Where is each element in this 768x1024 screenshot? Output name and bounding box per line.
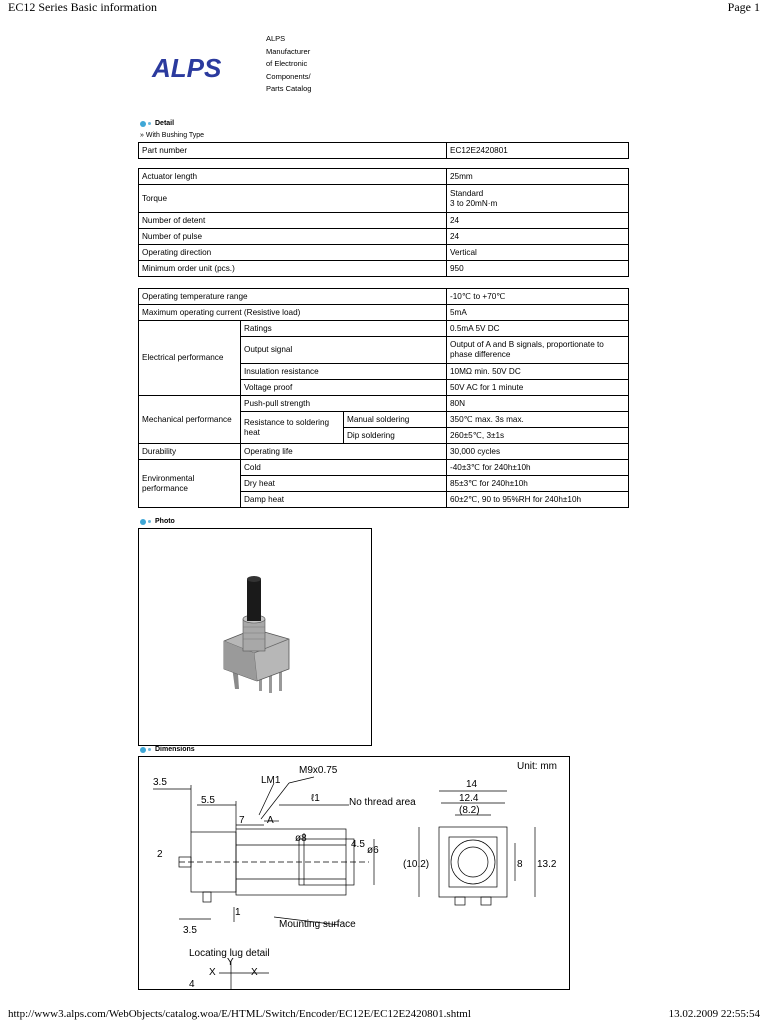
section-photo-label: Photo <box>155 518 175 525</box>
dim-label: 5.5 <box>201 795 215 806</box>
spec-label: Push-pull strength <box>241 396 447 412</box>
spec-value: 30,000 cycles <box>447 444 629 460</box>
dim-label: A <box>267 815 274 826</box>
spec-value: 60±2℃, 90 to 95%RH for 240h±10h <box>447 492 629 508</box>
spec-value: 5mA <box>447 305 629 321</box>
section-dimensions-label: Dimensions <box>155 746 195 753</box>
spec-value: 0.5mA 5V DC <box>447 321 629 337</box>
spec-value: Vertical <box>447 245 629 261</box>
spec-label: Actuator length <box>139 169 447 185</box>
logo-line: of Electronic <box>266 59 308 68</box>
logo-line: ALPS <box>266 34 286 43</box>
spec-value: 85±3℃ for 240h±10h <box>447 476 629 492</box>
spec-label: Operating temperature range <box>139 289 447 305</box>
group-label-environmental: Environmental performance <box>139 460 241 508</box>
dim-label: (10.2) <box>403 859 430 870</box>
product-photo <box>138 528 372 746</box>
spec-value <box>447 185 629 213</box>
spec-value: 10MΩ min. 50V DC <box>447 364 629 380</box>
spec-label: Number of pulse <box>139 229 447 245</box>
dim-label: Locating lug detail <box>189 948 270 959</box>
dim-label: 2 <box>157 849 163 860</box>
print-footer-timestamp: 13.02.2009 22:55:54 <box>668 1008 760 1020</box>
dim-label: X <box>251 967 258 978</box>
spec-label: Torque <box>139 185 447 213</box>
dimensions-drawing <box>138 756 570 990</box>
spec-label: Minimum order unit (pcs.) <box>139 261 447 277</box>
spec-label: Operating life <box>241 444 447 460</box>
bullet-icon <box>140 747 146 753</box>
logo-line: Components/ <box>266 71 311 81</box>
group-label-mechanical: Mechanical performance <box>139 396 241 444</box>
section-detail-label: Detail <box>155 120 175 127</box>
spec-label: Ratings <box>241 321 447 337</box>
spec-sublabel: Manual soldering <box>344 412 447 428</box>
spec-value: 24 <box>447 229 629 245</box>
spec-value: 25mm <box>447 169 629 185</box>
spec-value: 350℃ max. 3s max. <box>447 412 629 428</box>
bushing-type-label: With Bushing Type <box>145 132 205 139</box>
torque-range: 3 to 20mN·m <box>450 198 498 208</box>
unit-label: Unit: mm <box>517 761 557 772</box>
dim-label: Mounting surface <box>279 919 356 930</box>
spec-value: 24 <box>447 213 629 229</box>
logo-line: Manufacturer <box>266 46 311 56</box>
section-detail-heading <box>140 120 174 127</box>
dim-label: M9x0.75 <box>299 765 338 776</box>
print-header-title: EC12 Series Basic information <box>8 0 157 14</box>
bullet-icon <box>140 121 146 127</box>
section-dimensions-heading <box>140 746 195 753</box>
dim-label: 12.4 <box>459 793 479 804</box>
dim-label: ø6 <box>367 845 379 856</box>
spec-label: Number of detent <box>139 213 447 229</box>
bullet-small-icon <box>148 520 151 523</box>
performance-table <box>138 288 629 508</box>
spec-label: Damp heat <box>241 492 447 508</box>
dimension-drawing-svg <box>139 757 569 989</box>
encoder-photo-illustration <box>139 529 371 745</box>
spec-value: Output of A and B signals, proportionate to phase difference <box>447 337 629 364</box>
dim-label: 13.2 <box>537 859 557 870</box>
spec-value: 50V AC for 1 minute <box>447 380 629 396</box>
arrow-icon: » <box>140 132 146 139</box>
dim-label: (8.2) <box>459 805 480 816</box>
spec-label: Cold <box>241 460 447 476</box>
spec-value: 80N <box>447 396 629 412</box>
part-number-value: EC12E2420801 <box>447 143 629 159</box>
spec-value: 260±5℃, 3±1s <box>447 428 629 444</box>
dim-label: LM1 <box>261 775 281 786</box>
spec-sublabel: Dip soldering <box>344 428 447 444</box>
part-number-label: Part number <box>139 143 447 159</box>
logo-caption <box>266 33 311 96</box>
dim-label: X <box>209 967 216 978</box>
bullet-small-icon <box>148 122 151 125</box>
logo-line: Parts Catalog <box>266 84 312 93</box>
print-header-page: Page 1 <box>727 0 760 14</box>
dim-label: 7 <box>239 815 245 826</box>
spec-label: Dry heat <box>241 476 447 492</box>
spec-label: Operating direction <box>139 245 447 261</box>
group-label-durability: Durability <box>139 444 241 460</box>
group-label-electrical: Electrical performance <box>139 321 241 396</box>
dim-label: 1 <box>235 907 241 918</box>
alps-logo: ALPS <box>152 53 222 83</box>
dim-label: 4 <box>189 979 195 989</box>
bullet-small-icon <box>148 748 151 751</box>
dim-label: ø8 <box>295 833 307 844</box>
spec-value: 950 <box>447 261 629 277</box>
dim-label: Y <box>227 957 234 968</box>
spec-value: -40±3℃ for 240h±10h <box>447 460 629 476</box>
section-photo-heading <box>140 518 175 525</box>
dim-label: 3.5 <box>153 777 167 788</box>
spec-label: Output signal <box>241 337 447 364</box>
basic-spec-table <box>138 168 629 277</box>
spec-label: Insulation resistance <box>241 364 447 380</box>
spec-value: -10℃ to +70℃ <box>447 289 629 305</box>
bushing-type-note <box>140 132 204 139</box>
dim-label: 3.5 <box>183 925 197 936</box>
part-number-table <box>138 142 629 159</box>
dim-label: No thread area <box>349 797 416 808</box>
bullet-icon <box>140 519 146 525</box>
spec-label: Voltage proof <box>241 380 447 396</box>
spec-label: Maximum operating current (Resistive load) <box>139 305 447 321</box>
dim-label: 8 <box>517 859 523 870</box>
print-footer-url: http://www3.alps.com/WebObjects/catalog.woa/E/HTML/Switch/Encoder/EC12E/EC12E2420801.shtml <box>8 1008 471 1020</box>
dim-label: ℓ1 <box>311 793 320 804</box>
dim-label: 4.5 <box>351 839 365 850</box>
spec-label: Resistance to soldering heat <box>241 412 344 444</box>
dim-label: 14 <box>466 779 478 790</box>
torque-type: Standard <box>450 188 484 198</box>
